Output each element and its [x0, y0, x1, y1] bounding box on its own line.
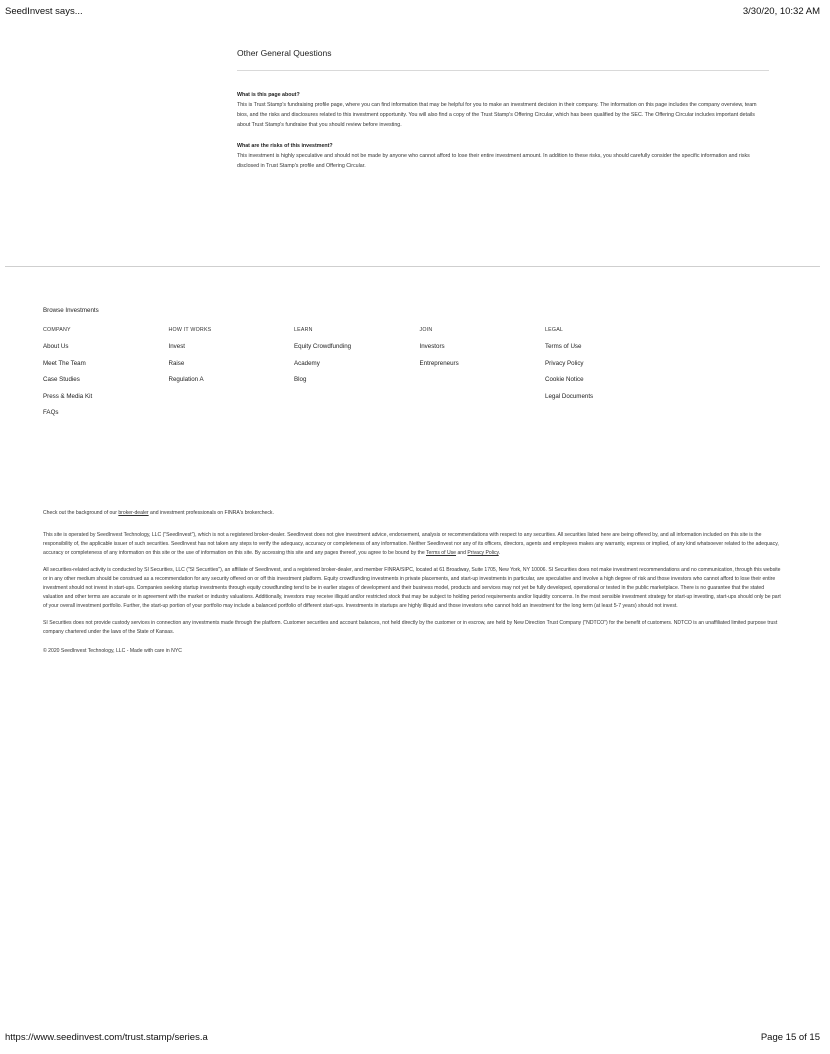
operator-disclosure-text: This site is operated by SeedInvest Technology, LLC ("SeedInvest"), which is not a registered broker-dealer. SeedInvest does not give investment advice, endorsement, analysis or recommendations with respect to any securities. All securities listed here are being offered by, and all information included on this site is the responsibility of, the applicable issuer of such securities. SeedInvest has not taken any steps to verify the adequacy, accuracy or completeness of any information. Neither SeedInvest nor any of its officers, directors, agents and employees makes any warranty, express or implied, of any kind whatsoever related to the adequacy, accuracy or completeness of any information on this site or the use of information on this site. By accessing this site and any pages thereof, you agree to be bound by the: [43, 531, 779, 556]
broker-dealer-link[interactable]: broker-dealer: [118, 510, 149, 516]
terms-of-use-link[interactable]: Terms of Use: [426, 549, 457, 556]
footer-link-privacy-policy[interactable]: Privacy Policy: [545, 359, 584, 367]
footer-link-equity-crowdfunding[interactable]: Equity Crowdfunding: [294, 343, 352, 350]
operator-disclosure-and: and: [456, 549, 468, 556]
brokercheck-text-before: Check out the background of our: [43, 510, 119, 516]
faq-answer: This is Trust Stamp's fundraising profile page, where you can find information that may be helpful for you to make an investment decision in their company. The information on this page includes the company overview, team bios, and the risks and disclosures related to this investment opportunity. You will also find a copy of the Trust Stamp's Offering Circular, which has been qualified by the SEC. The Offering Circular includes important details about Trust Stamp's fundraise that you should review before investing.: [237, 102, 757, 129]
faq-item: [237, 92, 769, 131]
footer-column-legal: [545, 327, 671, 426]
print-header-datetime: 3/30/20, 10:32 AM: [742, 6, 820, 17]
footer-column-heading: LEGAL: [545, 327, 564, 333]
footer-column-join: [420, 327, 546, 426]
footer-link-cookie-notice[interactable]: Cookie Notice: [545, 376, 584, 384]
faq-title: Other General Questions: [237, 48, 332, 58]
faq-answer: This investment is highly speculative and should not be made by anyone who cannot afford to lose their entire investment amount. In addition to these risks, you should carefully consider the specific information and risks disclosed in Trust Stamp's profile and Offering Circular.: [237, 152, 750, 169]
print-footer-url: https://www.seedinvest.com/trust.stamp/series.a: [5, 1032, 208, 1043]
print-header: [5, 6, 820, 17]
faq-item: [237, 143, 769, 171]
footer-nav: [43, 327, 783, 426]
footer-divider: [5, 266, 820, 267]
footer-link-legal-documents[interactable]: Legal Documents: [545, 392, 594, 400]
custody-disclosure: SI Securities does not provide custody services in connection any investments made through the platform. Customer securities and account balances, not held directly by the customer or in escrow, are held by New Direction Trust Company ("NDTCO") for the benefit of customers. NDTCO is an unaffiliated limited purpose trust company chartered under the laws of the State of Kansas.: [43, 620, 778, 636]
footer-column-heading: LEARN: [294, 327, 313, 333]
footer-link-invest[interactable]: Invest: [168, 343, 186, 350]
footer-column-heading: COMPANY: [43, 327, 71, 333]
browse-investments-link[interactable]: Browse Investments: [43, 307, 99, 314]
faq-question: What is this page about?: [237, 92, 300, 98]
print-footer: [5, 1032, 820, 1043]
footer-link-about-us[interactable]: About Us: [43, 343, 69, 350]
footer-link-regulation-a[interactable]: Regulation A: [168, 376, 204, 384]
footer-column-heading: JOIN: [419, 327, 433, 333]
footer-link-investors[interactable]: Investors: [419, 343, 445, 350]
faq-divider: [237, 70, 769, 71]
footer-column-how-it-works: [169, 327, 295, 426]
footer-link-meet-the-team[interactable]: Meet The Team: [43, 359, 86, 367]
faq-question: What are the risks of this investment?: [237, 142, 333, 149]
securities-disclosure: All securities-related activity is conducted by SI Securities, LLC ("SI Securities"), an affiliate of SeedInvest, and a registered broker-dealer, and member FINRA/SIPC, located at 61 Broadway, Suite 1705, New York, NY 10006. SI Securities does not make investment recommendations and no communication, through this website or in any other medium should be construed as a recommendation for any security offered on or off this investment platform. Equity crowdfunding investments in private placements, and start-up investments in particular, are speculative and involve a high degree of risk and those investors who cannot afford to lose their entire investment should not invest in start-ups. Companies seeking startup investments through equity crowdfunding tend to be in earlier stages of development and their business model, products and services may not yet be fully developed, operational or tested in the public marketplace. There is no guarantee that the stated valuation and other terms are accurate or in agreement with the market or industry valuations. Additionally, investors may receive illiquid and/or restricted stock that may be subject to holding period requirements and/or liquidity concerns. In the most sensible investment strategy for start-up investing, start-ups should only be part of your overall investment portfolio. Further, the start-up portion of your portfolio may include a balanced portfolio of different start-ups. Investments in startups are highly illiquid and those investors who cannot hold an investment for the long term (at least 5-7 years) should not invest.: [43, 567, 781, 609]
footer-link-entrepreneurs[interactable]: Entrepreneurs: [419, 359, 459, 367]
print-header-title: SeedInvest says...: [5, 6, 83, 17]
print-footer-page-number: Page 15 of 15: [760, 1032, 820, 1043]
legal-disclosures: [43, 509, 783, 665]
brokercheck-notice: [43, 509, 783, 518]
footer-link-faqs[interactable]: FAQs: [43, 409, 59, 417]
footer-link-academy[interactable]: Academy: [294, 359, 320, 367]
footer-column-company: [43, 327, 169, 426]
footer-link-blog[interactable]: Blog: [294, 376, 307, 384]
site-footer: [43, 307, 783, 426]
footer-link-terms-of-use[interactable]: Terms of Use: [545, 343, 582, 350]
faq-section: [237, 48, 769, 183]
operator-disclosure: [43, 531, 783, 558]
footer-link-raise[interactable]: Raise: [168, 359, 185, 367]
brokercheck-text-after: and investment professionals on FINRA's brokercheck.: [148, 510, 274, 516]
privacy-policy-link[interactable]: Privacy Policy: [467, 549, 499, 556]
operator-disclosure-end: .: [498, 549, 501, 556]
footer-link-press-media-kit[interactable]: Press & Media Kit: [43, 392, 93, 400]
copyright: © 2020 SeedInvest Technology, LLC - Made with care in NYC: [43, 648, 182, 655]
footer-column-heading: HOW IT WORKS: [168, 327, 212, 333]
footer-link-case-studies[interactable]: Case Studies: [43, 376, 80, 384]
footer-column-learn: [294, 327, 420, 426]
